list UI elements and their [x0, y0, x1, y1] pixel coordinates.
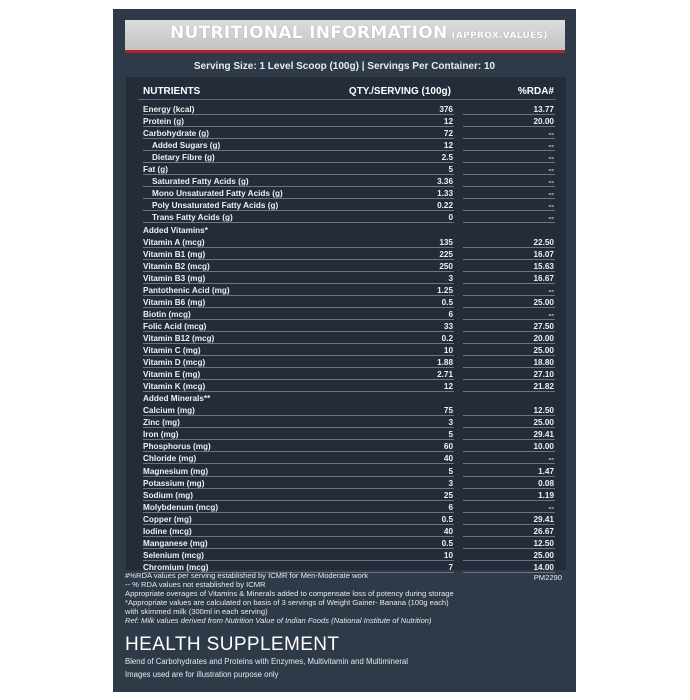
nutrition-label-panel: [113, 9, 576, 692]
nutrient-rda: --: [548, 213, 554, 223]
table-row: [126, 128, 566, 140]
nutrient-rda: --: [548, 201, 554, 211]
table-row: [126, 478, 566, 490]
nutrient-name: Poly Unsaturated Fatty Acids (g): [152, 201, 279, 211]
nutrient-name: Pantothenic Acid (mg): [143, 285, 230, 295]
table-row: [126, 429, 566, 441]
table-row: [126, 417, 566, 429]
table-row: [126, 514, 566, 526]
nutrient-rda: 15.63: [533, 261, 554, 271]
table-row: [126, 249, 566, 261]
illustration-disclaimer: Images used are for illustration purpose only: [125, 670, 279, 679]
nutrient-name: Saturated Fatty Acids (g): [152, 177, 249, 187]
table-row: [126, 345, 566, 357]
table-row: [126, 116, 566, 128]
nutrient-rda: 25.00: [533, 346, 554, 355]
nutrient-name: Calcium (mg): [143, 406, 195, 416]
table-row: [126, 502, 566, 514]
nutrient-name: Vitamin A (mcg): [143, 237, 205, 247]
column-header-nutrients: NUTRIENTS: [143, 86, 201, 97]
nutrient-name: Vitamin B2 (mcg): [143, 261, 210, 271]
nutrient-qty: 5: [448, 430, 453, 440]
header-divider: [138, 99, 556, 100]
nutrient-qty: 40: [443, 454, 453, 464]
nutrient-rda: 12.50: [533, 538, 554, 548]
table-row: [126, 188, 566, 200]
nutrient-rda: 25.00: [533, 550, 554, 560]
nutrient-rda: --: [548, 153, 554, 163]
nutrient-name: Vitamin E (mg): [143, 370, 201, 380]
nutrient-qty: 135: [439, 237, 453, 247]
nutrient-qty: 3: [448, 478, 453, 488]
nutrient-name: Copper (mg): [143, 514, 192, 524]
nutrient-rda: 13.77: [533, 105, 554, 114]
nutrient-qty: 0.5: [441, 514, 453, 524]
nutrient-rda: --: [548, 454, 554, 464]
nutrient-name: Magnesium (mg): [143, 466, 209, 476]
health-supplement-description: Blend of Carbohydrates and Proteins with Enzymes, Multivitamin and Multimineral: [125, 657, 408, 666]
table-row: [126, 466, 566, 478]
nutrient-name: Vitamin B12 (mcg): [143, 333, 215, 343]
nutrient-qty: 72: [443, 129, 453, 139]
nutrient-rda: --: [548, 177, 554, 187]
table-row: [126, 212, 566, 224]
nutrient-name: Iron (mg): [143, 430, 179, 440]
nutrient-qty: 10: [443, 346, 453, 355]
nutrient-name: Vitamin B1 (mg): [143, 249, 206, 259]
nutrient-name: Sodium (mg): [143, 490, 194, 500]
footnote-rda: #%RDA values per serving established by ICMR for Men-Moderate work: [125, 571, 369, 580]
nutrient-name: Added Vitamins*: [143, 225, 208, 235]
nutrient-qty: 0.22: [437, 201, 453, 211]
nutrient-qty: 2.71: [437, 370, 453, 380]
nutrient-rda: 27.50: [533, 321, 554, 331]
nutrient-rda: --: [548, 141, 554, 151]
footnote-reference: Ref: Milk values derived from Nutrition Value of Indian Foods (National Institute of Nutrition): [125, 616, 432, 625]
table-row: [126, 152, 566, 164]
nutrient-qty: 1.33: [437, 189, 453, 199]
nutrient-qty: 2.5: [441, 153, 453, 163]
nutrient-name: Chromium (mcg): [143, 562, 209, 572]
nutrient-qty: 0.2: [441, 333, 453, 343]
nutrient-name: Carbohydrate (g): [143, 129, 209, 139]
table-row: [126, 164, 566, 176]
nutrient-qty: 12: [443, 382, 453, 392]
nutrient-rda: --: [548, 285, 554, 295]
nutrient-name: Folic Acid (mcg): [143, 321, 207, 331]
table-row: [126, 273, 566, 285]
table-row: [126, 140, 566, 152]
table-row: [126, 200, 566, 212]
nutrient-name: Mono Unsaturated Fatty Acids (g): [152, 189, 283, 199]
nutrient-rda: --: [548, 189, 554, 199]
table-row: [126, 321, 566, 333]
table-row: [126, 550, 566, 562]
nutrient-name: Selenium (mcg): [143, 550, 204, 560]
nutrient-rda: 26.67: [533, 526, 554, 536]
nutrient-qty: 1.25: [437, 285, 453, 295]
table-row: [126, 490, 566, 502]
table-row: [126, 453, 566, 465]
nutrient-rda: --: [548, 309, 554, 319]
column-header-qty: QTY./SERVING (100g): [348, 86, 451, 97]
table-row: [126, 237, 566, 249]
nutrient-name: Zinc (mg): [143, 418, 180, 428]
nutrient-rda: 1.47: [538, 466, 554, 476]
table-row: [126, 405, 566, 417]
nutrient-rda: 18.80: [533, 358, 554, 368]
nutrient-name: Fat (g): [143, 165, 169, 175]
nutrient-rda: 22.50: [533, 237, 554, 247]
nutrient-qty: 0: [448, 213, 453, 223]
nutrient-rda: --: [548, 502, 554, 512]
nutrient-qty: 250: [439, 261, 453, 271]
nutrient-qty: 0.5: [441, 538, 453, 548]
table-row: [126, 538, 566, 550]
nutrient-name: Vitamin B3 (mg): [143, 273, 206, 283]
nutrient-rda: 12.50: [533, 406, 554, 416]
nutrient-name: Vitamin B6 (mg): [143, 297, 206, 307]
nutrient-name: Molybdenum (mcg): [143, 502, 219, 512]
nutrient-qty: 40: [443, 526, 453, 536]
table-row: [126, 261, 566, 273]
nutrition-table: [126, 77, 566, 570]
nutrient-qty: 7: [448, 562, 453, 572]
table-row: [126, 297, 566, 309]
nutrient-qty: 3: [448, 418, 453, 428]
table-row: [126, 526, 566, 538]
nutrient-rda: --: [548, 129, 554, 139]
label-title-text: NUTRITIONAL INFORMATION: [170, 23, 448, 43]
serving-info: Serving Size: 1 Level Scoop (100g) | Servings Per Container: 10: [193, 61, 496, 72]
nutrient-name: Vitamin K (mcg): [143, 382, 206, 392]
nutrient-name: Biotin (mcg): [143, 309, 191, 319]
nutrient-rda: 25.00: [533, 297, 554, 307]
title-banner: [125, 20, 565, 53]
footnote-calculation-cont: with skimmed milk (300ml in each serving): [125, 607, 268, 616]
nutrient-rda: 20.00: [533, 117, 554, 127]
table-row: [126, 357, 566, 369]
nutrient-qty: 0.5: [441, 297, 453, 307]
nutrient-qty: 12: [443, 141, 453, 151]
nutrient-name: Phosphorus (mg): [143, 442, 211, 452]
footnote-calculation: *Appropriate values are calculated on basis of 3 servings of Weight Gainer- Banana (100g each): [125, 598, 449, 607]
label-subtitle: (APPROX.VALUES): [451, 31, 548, 41]
nutrient-name: Trans Fatty Acids (g): [152, 213, 233, 223]
nutrient-rda: 25.00: [533, 418, 554, 428]
table-row: [126, 381, 566, 393]
table-row: [126, 333, 566, 345]
nutrient-name: Potassium (mg): [143, 478, 205, 488]
nutrient-rda: 10.00: [533, 442, 554, 452]
nutrient-qty: 3.36: [437, 177, 453, 187]
nutrient-qty: 6: [448, 309, 453, 319]
nutrient-name: Manganese (mg): [143, 538, 208, 548]
table-row: [126, 285, 566, 297]
table-row: [126, 309, 566, 321]
nutrient-name: Dietary Fibre (g): [152, 153, 215, 163]
nutrient-qty: 3: [448, 273, 453, 283]
nutrient-rda: --: [548, 165, 554, 175]
table-row: [126, 104, 566, 116]
product-code: PM2290: [533, 573, 562, 582]
nutrient-qty: 6: [448, 502, 453, 512]
nutrient-rda: 21.82: [533, 382, 554, 392]
nutrient-qty: 60: [443, 442, 453, 452]
table-row: [126, 441, 566, 453]
health-supplement-title: HEALTH SUPPLEMENT: [125, 634, 340, 655]
nutrient-name: Added Minerals**: [143, 394, 211, 404]
section-heading-row: [126, 393, 566, 405]
nutrient-rda: 0.08: [538, 478, 554, 488]
nutrient-name: Iodine (mcg): [143, 526, 192, 536]
nutrient-rda: 29.41: [533, 430, 554, 440]
nutrient-rda: 20.00: [533, 333, 554, 343]
nutrient-rda: 1.19: [538, 490, 554, 500]
section-heading-row: [126, 225, 566, 237]
nutrient-rda: 29.41: [533, 514, 554, 524]
nutrient-name: Vitamin D (mcg): [143, 358, 206, 368]
nutrient-qty: 10: [443, 550, 453, 560]
nutrient-qty: 225: [439, 249, 453, 259]
table-row: [126, 369, 566, 381]
nutrient-qty: 25: [443, 490, 453, 500]
nutrient-qty: 1.88: [437, 358, 453, 368]
footnotes: [125, 571, 570, 625]
nutrient-rda: 16.67: [533, 273, 554, 283]
nutrient-name: Energy (kcal): [143, 105, 195, 114]
nutrient-rda: 16.07: [533, 249, 554, 259]
footnote-not-established: -- % RDA values not established by ICMR: [125, 580, 266, 589]
nutrient-rda: 14.00: [533, 562, 554, 572]
nutrient-qty: 5: [448, 165, 453, 175]
nutrient-qty: 75: [443, 406, 453, 416]
table-row: [126, 176, 566, 188]
nutrient-name: Chloride (mg): [143, 454, 197, 464]
nutrient-qty: 5: [448, 466, 453, 476]
nutrient-rda: 27.10: [533, 370, 554, 380]
nutrient-name: Protein (g): [143, 117, 184, 127]
nutrient-qty: 376: [439, 105, 453, 114]
nutrient-qty: 33: [443, 321, 453, 331]
label-title: [170, 23, 548, 43]
nutrient-name: Vitamin C (mg): [143, 346, 201, 355]
nutrient-qty: 12: [443, 117, 453, 127]
column-header-rda: %RDA#: [517, 86, 554, 97]
nutrient-name: Added Sugars (g): [152, 141, 221, 151]
footnote-overages: Appropriate overages of Vitamins & Minerals added to compensate loss of potency during storage: [125, 589, 454, 598]
